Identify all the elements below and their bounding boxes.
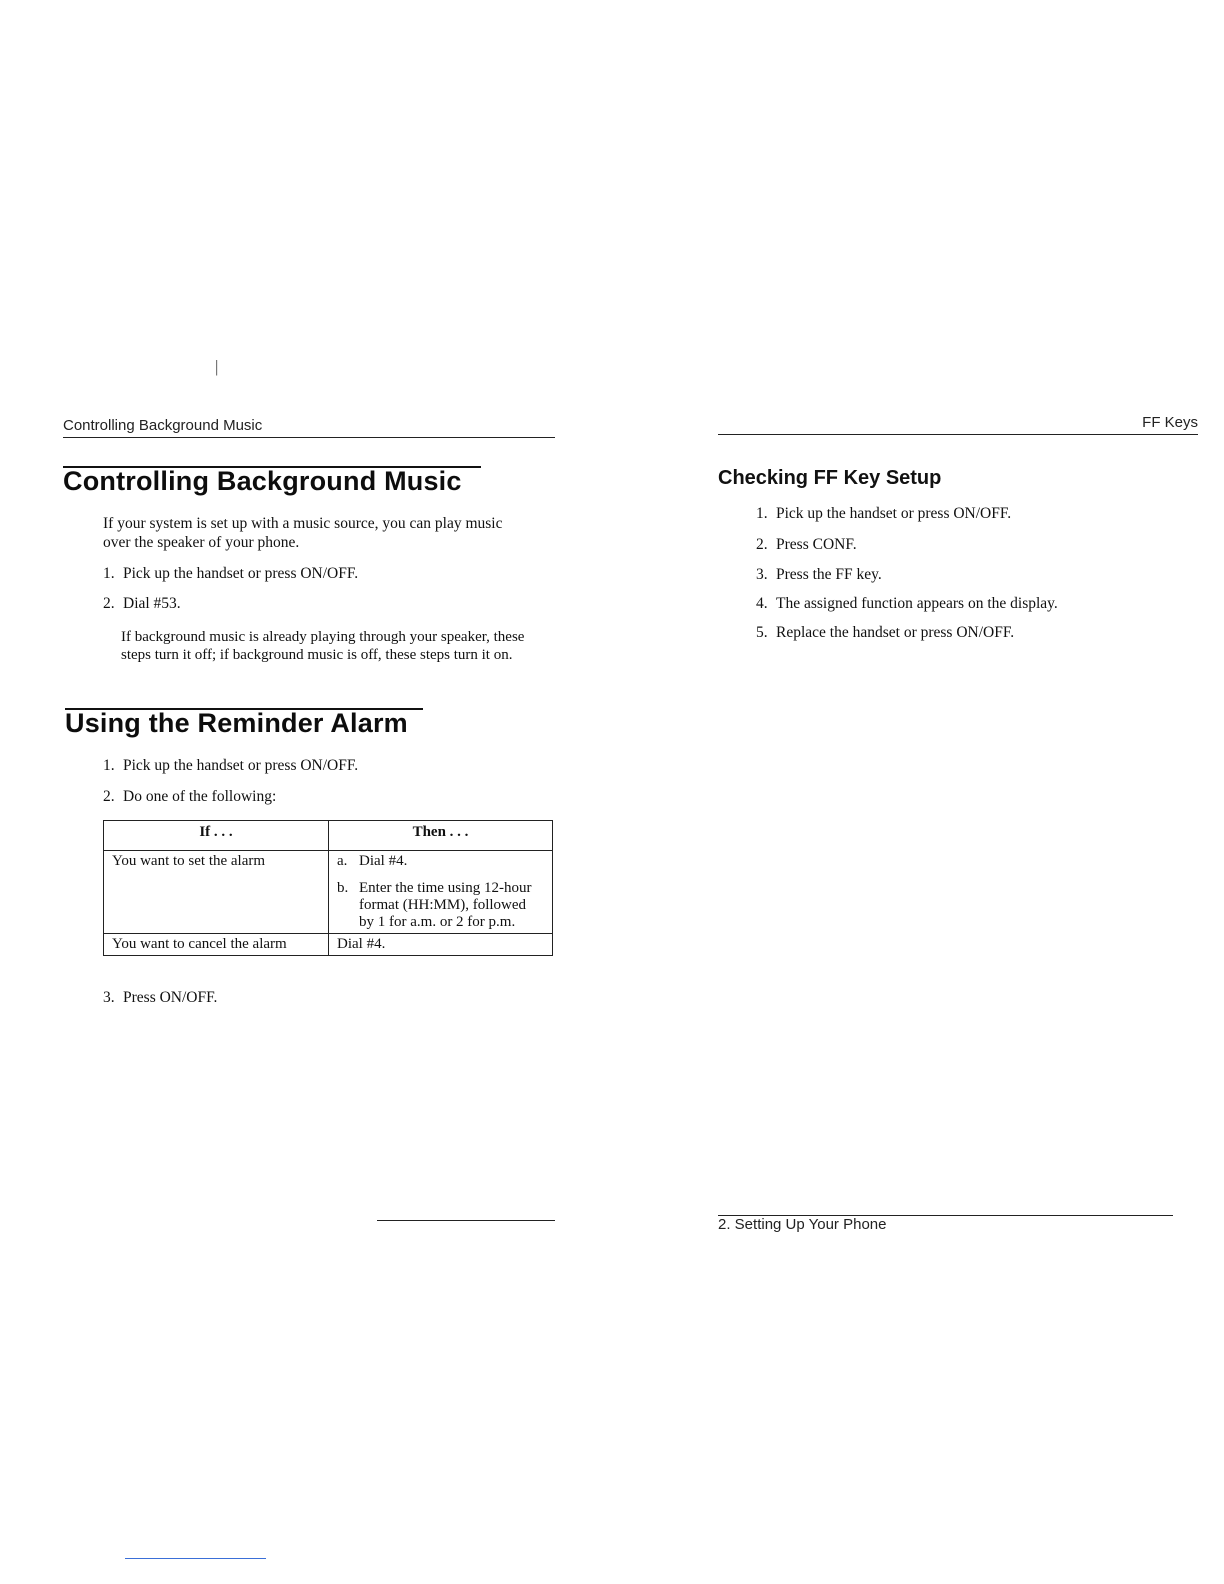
substep-text: Enter the time using 12-hour format (HH:MM), followed by 1 for a.m. or 2 for p.m.	[359, 880, 532, 930]
step-number: 2.	[103, 788, 115, 805]
step-text: The assigned function appears on the display.	[776, 595, 1058, 612]
table-cell-if: You want to set the alarm	[104, 851, 329, 934]
step-5-ff	[756, 624, 1014, 642]
table-row	[104, 851, 553, 934]
substep-letter: b.	[337, 880, 349, 896]
substep-a	[337, 853, 544, 870]
step-2-ff	[756, 536, 857, 554]
substep-text: Dial #4.	[359, 853, 408, 869]
step-1-alarm	[103, 757, 358, 775]
step-number: 2.	[103, 595, 115, 612]
background-note: If background music is already playing through your speaker, these steps turn it off; if background music is off, these steps turn it on.	[121, 629, 525, 663]
step-1-ff	[756, 505, 1011, 523]
step-number: 1.	[103, 757, 115, 774]
step-text: Press ON/OFF.	[123, 989, 218, 1006]
table-header-row	[104, 821, 553, 851]
step-text: Press the FF key.	[776, 566, 882, 583]
footer-rule-left	[377, 1220, 555, 1221]
table-cell-then	[329, 851, 553, 934]
footer-chapter: 2. Setting Up Your Phone	[718, 1216, 887, 1233]
step-2-alarm	[103, 788, 276, 806]
section-title-ff-key-setup: Checking FF Key Setup	[718, 467, 942, 489]
table-header-then: Then . . .	[329, 821, 553, 851]
step-text: Pick up the handset or press ON/OFF.	[123, 757, 359, 774]
step-text: Pick up the handset or press ON/OFF.	[776, 505, 1012, 522]
step-number: 3.	[103, 989, 115, 1006]
step-1-background	[103, 565, 358, 583]
step-2-background	[103, 595, 181, 613]
section-title-background-music: Controlling Background Music	[63, 466, 462, 496]
step-number: 4.	[756, 595, 768, 612]
substep-b	[337, 880, 544, 931]
step-number: 3.	[756, 566, 768, 583]
table-cell-if: You want to cancel the alarm	[104, 934, 329, 956]
step-number: 2.	[756, 536, 768, 553]
step-3-alarm	[103, 989, 217, 1007]
running-head-right: FF Keys	[1142, 414, 1198, 431]
step-text: Pick up the handset or press ON/OFF.	[123, 565, 359, 582]
step-text: Do one of the following:	[123, 788, 277, 805]
substep-letter: a.	[337, 853, 348, 869]
step-number: 1.	[756, 505, 768, 522]
step-text: Replace the handset or press ON/OFF.	[776, 624, 1015, 641]
decorative-blue-line	[125, 1558, 266, 1559]
stray-mark: |	[215, 357, 219, 376]
table-header-if: If . . .	[104, 821, 329, 851]
intro-paragraph: If your system is set up with a music source, you can play music over the speaker of your phone.	[103, 515, 503, 551]
step-number: 1.	[103, 565, 115, 582]
header-rule-left	[63, 437, 555, 438]
step-text: Dial #53.	[123, 595, 181, 612]
step-text: Press CONF.	[776, 536, 857, 553]
table-row	[104, 934, 553, 956]
step-number: 5.	[756, 624, 768, 641]
header-rule-right	[718, 434, 1198, 435]
step-3-ff	[756, 566, 882, 584]
step-4-ff	[756, 595, 1058, 613]
table-cell-then: Dial #4.	[329, 934, 553, 956]
alarm-options-table	[103, 820, 553, 956]
running-head-left: Controlling Background Music	[63, 417, 263, 434]
section-title-reminder-alarm: Using the Reminder Alarm	[65, 708, 408, 738]
